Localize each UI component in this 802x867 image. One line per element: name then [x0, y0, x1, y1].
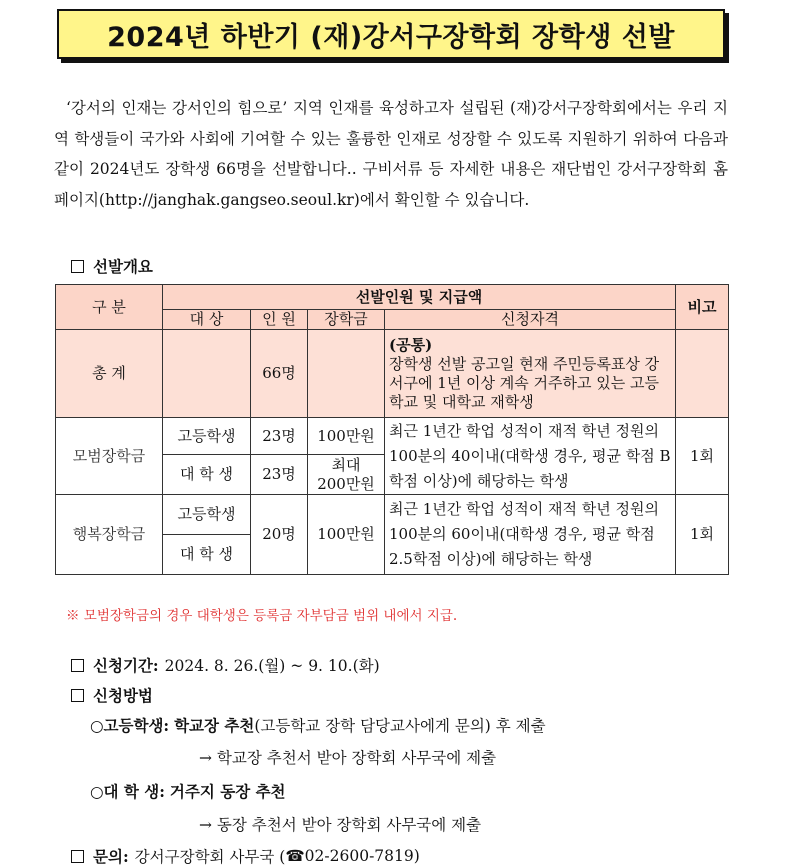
header-target: 대 상 [163, 310, 251, 330]
contact-label: 문의: [93, 847, 129, 866]
hs-method-label: ○고등학생: [90, 716, 170, 735]
period-line [71, 654, 380, 676]
total-qual-text: 장학생 선발 공고일 현재 주민등록표상 강서구에 1년 이상 계속 거주하고 있는 고등학교 및 대학교 재학생 [389, 354, 660, 411]
happy-univ: 대 학 생 [163, 535, 251, 575]
model-univ-count: 23명 [251, 455, 308, 495]
model-hs-count: 23명 [251, 418, 308, 455]
hs-method-rest: (고등학교 장학 담당교사에게 문의) 후 제출 [254, 717, 546, 735]
model-label: 모범장학금 [56, 418, 163, 495]
happy-hs: 고등학생 [163, 495, 251, 535]
happy-label: 행복장학금 [56, 495, 163, 575]
happy-count: 20명 [251, 495, 308, 575]
page-title: 2024년 하반기 (재)강서구장학회 장학생 선발 [107, 21, 675, 53]
total-bigo [676, 330, 729, 418]
intro-text: ‘강서의 인재는 강서인의 힘으로’ 지역 인재를 육성하고자 설립된 (재)강서구장학회에서는 우리 지역 학생들이 국가와 사회에 기여할 수 있는 훌륭한 인재로 성장할 수 있도록 지원하기 위하여 다음과 같이 2024년도 장학생 66명을 선발합니다.. 구비서류 등 자세한 내용은 재단법인 강서구장학회 홈페이지(http://janghak.gangseo.seoul.kr)에서 확인할 수 있습니다. [54, 99, 728, 209]
header-gubun: 구 분 [56, 285, 163, 330]
total-qual [385, 330, 676, 418]
model-hs: 고등학생 [163, 418, 251, 455]
contact-line [71, 845, 420, 867]
model-univ-amount-2: 200만원 [317, 474, 375, 493]
checkbox-square-icon [71, 659, 84, 672]
period-label: 신청기간: [93, 656, 159, 675]
happy-bigo: 1회 [676, 495, 729, 575]
total-qual-title: (공통) [389, 335, 433, 354]
header-count: 인 원 [251, 310, 308, 330]
total-count: 66명 [251, 330, 308, 418]
model-bigo: 1회 [676, 418, 729, 495]
univ-method-arrow: → 동장 추천서 받아 장학회 사무국에 제출 [199, 816, 482, 834]
intro-paragraph [54, 93, 728, 215]
note-text: ※ 모범장학금의 경우 대학생은 등록금 자부담금 범위 내에서 지급. [66, 608, 458, 624]
model-univ-amount [308, 455, 385, 495]
hs-method-arrow: → 학교장 추천서 받아 장학회 사무국에 제출 [199, 749, 497, 767]
model-univ: 대 학 생 [163, 455, 251, 495]
overview-heading [71, 255, 153, 277]
header-amount: 장학금 [308, 310, 385, 330]
period-value: 2024. 8. 26.(월) ~ 9. 10.(화) [164, 657, 380, 675]
total-target [163, 330, 251, 418]
hs-method-bold: 학교장 추천 [174, 716, 255, 735]
hs-method-line [90, 714, 546, 736]
checkbox-square-icon [71, 850, 84, 863]
total-label: 총 계 [56, 330, 163, 418]
model-univ-amount-1: 최대 [331, 455, 361, 474]
total-amount [308, 330, 385, 418]
model-hs-amount: 100만원 [308, 418, 385, 455]
contact-org: 강서구장학회 사무국 ( [134, 848, 286, 866]
method-heading [71, 684, 153, 706]
selection-table [55, 284, 729, 575]
univ-method-bold: 거주지 동장 추천 [169, 782, 286, 801]
header-bigo: 비고 [676, 285, 729, 330]
header-qual: 신청자격 [385, 310, 676, 330]
title-banner [57, 9, 725, 59]
header-group: 선발인원 및 지급액 [163, 285, 676, 310]
method-heading-text: 신청방법 [93, 686, 153, 705]
happy-amount: 100만원 [308, 495, 385, 575]
model-qual: 최근 1년간 학업 성적이 재적 학년 정원의 100분의 40이내(대학생 경우, 평균 학점 B학점 이상)에 해당하는 학생 [385, 418, 676, 495]
contact-phone: 02-2600-7819) [304, 847, 420, 865]
phone-icon: ☎ [285, 847, 305, 865]
checkbox-square-icon [71, 260, 84, 273]
happy-qual: 최근 1년간 학업 성적이 재적 학년 정원의 100분의 60이내(대학생 경우, 평균 학점 2.5학점 이상)에 해당하는 학생 [385, 495, 676, 575]
checkbox-square-icon [71, 689, 84, 702]
univ-method-line [90, 780, 286, 802]
univ-method-label: ○대 학 생: [90, 782, 165, 801]
overview-heading-text: 선발개요 [93, 257, 153, 276]
